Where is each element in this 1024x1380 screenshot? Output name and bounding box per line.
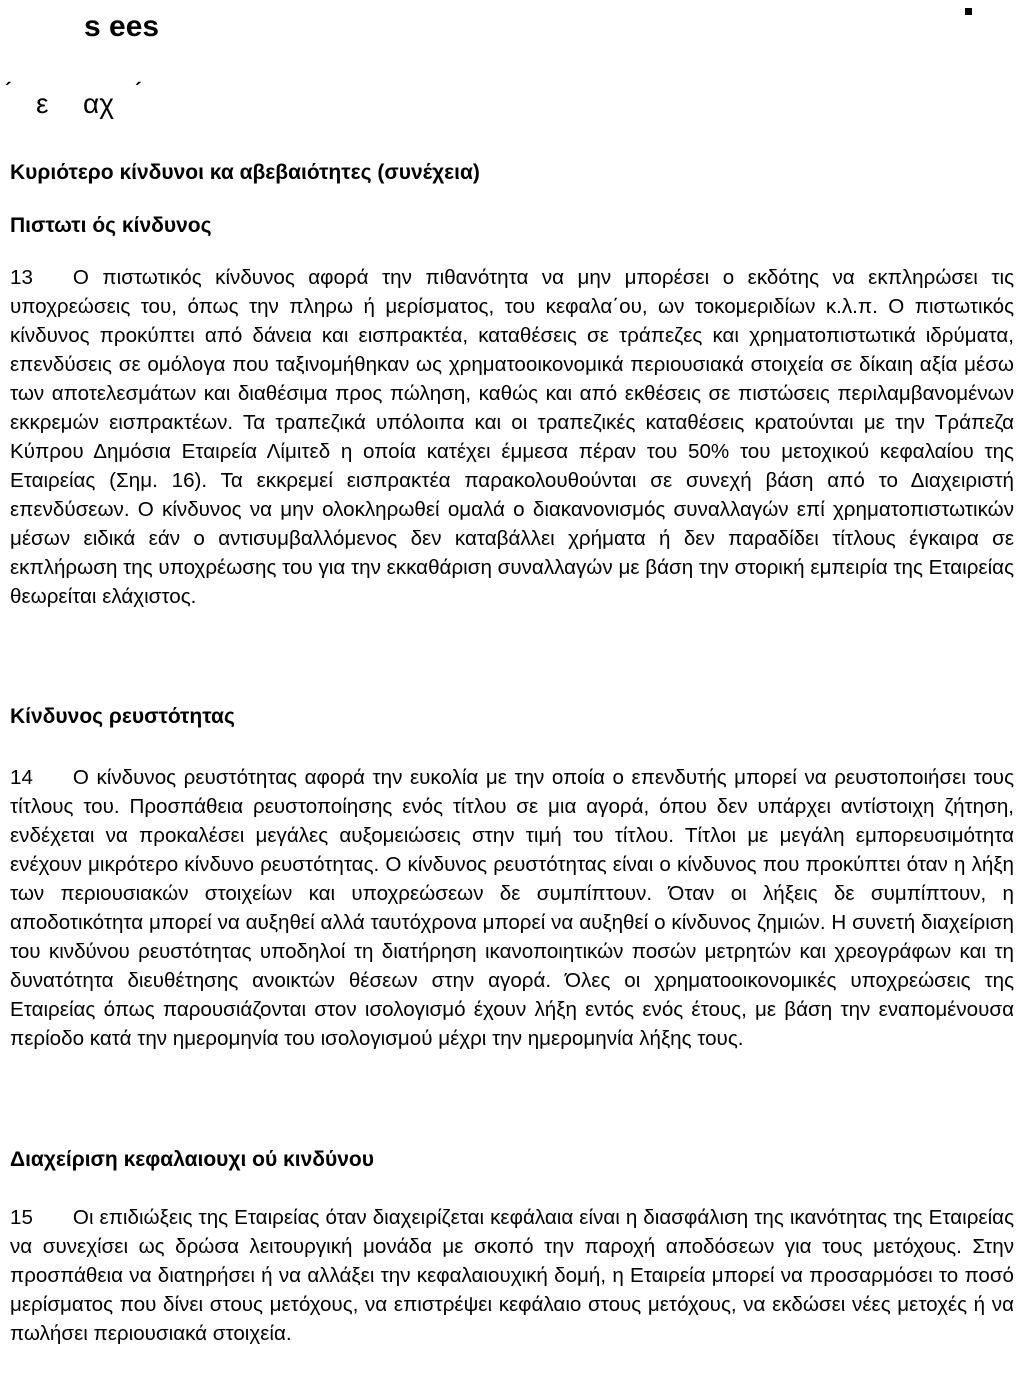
paragraph-number: 13 — [10, 266, 33, 289]
liquidity-risk-paragraph — [10, 763, 1014, 1053]
capital-risk-paragraph — [10, 1203, 1014, 1348]
header-fragment-3: αχ — [83, 88, 114, 119]
paragraph-text: Ο πιστωτικός κίνδυνος αφορά την πιθανότητα να μην μπορέσει ο εκδότης να εκπληρώσει τις υποχρεώσεις του, όπως την πληρω ή μερίσματος, του κεφαλα΄ου, ων τοκομεριδίων κ.λ.π. Ο πιστωτικός κίνδυνος προκύπτει από δάνεια και εισπρακτέα, καταθέσεις σε τράπεζες και χρηματοπιστωτικά ιδρύματα, επενδύσεις σε ομόλογα που ταξινομήθηκαν ως χρηματοοικονομικά περιουσιακά στοιχεία σε δίκαιη αξία μέσω των αποτελεσμάτων και διαθέσιμα προς πώληση, καθώς και από εκθέσεις σε πιστώσεις περιλαμβανομένων εκκρεμών εισπρακτέων. Τα τραπεζικά υπόλοιπα και οι τραπεζικές καταθέσεις κρατούνται με την Τράπεζα Κύπρου Δημόσια Εταιρεία Λίμιτεδ η οποία κατέχει έμμεσα πέραν του 50% του μετοχικού κεφαλαίου της Εταιρείας (Σημ. 16). Τα εκκρεμεί εισπρακτέα παρακολουθούνται σε συνεχή βάση από το Διαχειριστή επενδύσεων. Ο κίνδυνος να μην ολοκληρωθεί ομαλά ο διακανονισμός συναλλαγών επί χρηματοπιστωτικών μέσων ειδικά εάν ο αντισυμβαλλόμενος δεν καταβάλλει χρήματα ή δεν παραδίδει τίτλους έγκαιρα σε εκπλήρωση της υποχρέωσης του για την εκκαθάριση συναλλαγών με βάση την στορική εμπειρία της Εταιρείας θεωρείται ελάχιστος. — [10, 266, 1014, 608]
header-fragment-accent-1: ´ — [5, 80, 12, 102]
liquidity-risk-heading: Κίνδυνος ρευστότητας — [10, 705, 235, 728]
credit-risk-paragraph — [10, 263, 1014, 611]
paragraph-number: 15 — [10, 1206, 33, 1229]
credit-risk-heading: Πιστωτι ός κίνδυνος — [10, 214, 212, 237]
paragraph-text: Οι επιδιώξεις της Εταιρείας όταν διαχειρίζεται κεφάλαια είναι η διασφάλιση της ικανότητας της Εταιρείας να συνεχίσει ως δρώσα λειτουργική μονάδα με σκοπό την παροχή αποδόσεων για τους μετόχους. Στην προσπάθεια να διατηρήσει ή να αλλάξει την κεφαλαιουχική δομή, η Εταιρεία μπορεί να προσαρμόσει το ποσό μερίσματος που δίνει στους μετόχους, να επιστρέψει κεφάλαιο στους μετόχους, να εκδώσει νέες μετοχές ή να πωλήσει περιουσιακά στοιχεία. — [10, 1206, 1014, 1345]
header-fragment-company: s ees — [84, 10, 160, 43]
paragraph-number: 14 — [10, 766, 33, 789]
paragraph-text: Ο κίνδυνος ρευστότητας αφορά την ευκολία με την οποία ο επενδυτής μπορεί να ρευστοποιήσει τους τίτλους του. Προσπάθεια ρευστοποίησης ενός τίτλου σε μια αγορά, όπου δεν υπάρχει αντίστοιχη ζήτηση, ενδέχεται να προκαλέσει μεγάλες αυξομειώσεις στην τιμή του τίτλου. Τίτλοι με μεγάλη εμπορευσιμότητα ενέχουν μικρότερο κίνδυνο ρευστότητας. Ο κίνδυνος ρευστότητας είναι ο κίνδυνος που προκύπτει όταν η λήξη των περιουσιακών στοιχείων και υποχρεώσεων δε συμπίπτουν. Όταν οι λήξεις δε συμπίπτουν, η αποδοτικότητα μπορεί να αυξηθεί αλλά ταυτόχρονα μπορεί να αυξηθεί ο κίνδυνος ζημιών. Η συνετή διαχείριση του κινδύνου ρευστότητας υποδηλοί τη διατήρηση ικανοποιητικών ποσών μετρητών και χρεογράφων και τη δυνατότητα διευθέτησης ανοικτών θέσεων στην αγορά. Όλες οι χρηματοοικονομικές υποχρεώσεις της Εταιρείας όπως παρουσιάζονται στον ισολογισμό έχουν λήξη εντός ενός έτους, με βάση την εναπομένουσα περίοδο κατά την ημερομηνία του ισολογισμού μέχρι την ημερομηνία λήξης τους. — [10, 766, 1014, 1050]
section-title: Κυριότερο κίνδυνοι κα αβεβαιότητες (συνέχεια) — [10, 161, 480, 184]
scan-speck — [965, 8, 972, 15]
header-fragment-2: ε — [36, 88, 49, 119]
capital-risk-heading: Διαχείριση κεφαλαιουχι ού κινδύνου — [10, 1148, 374, 1171]
header-fragment-accent-2: ´ — [135, 80, 142, 102]
